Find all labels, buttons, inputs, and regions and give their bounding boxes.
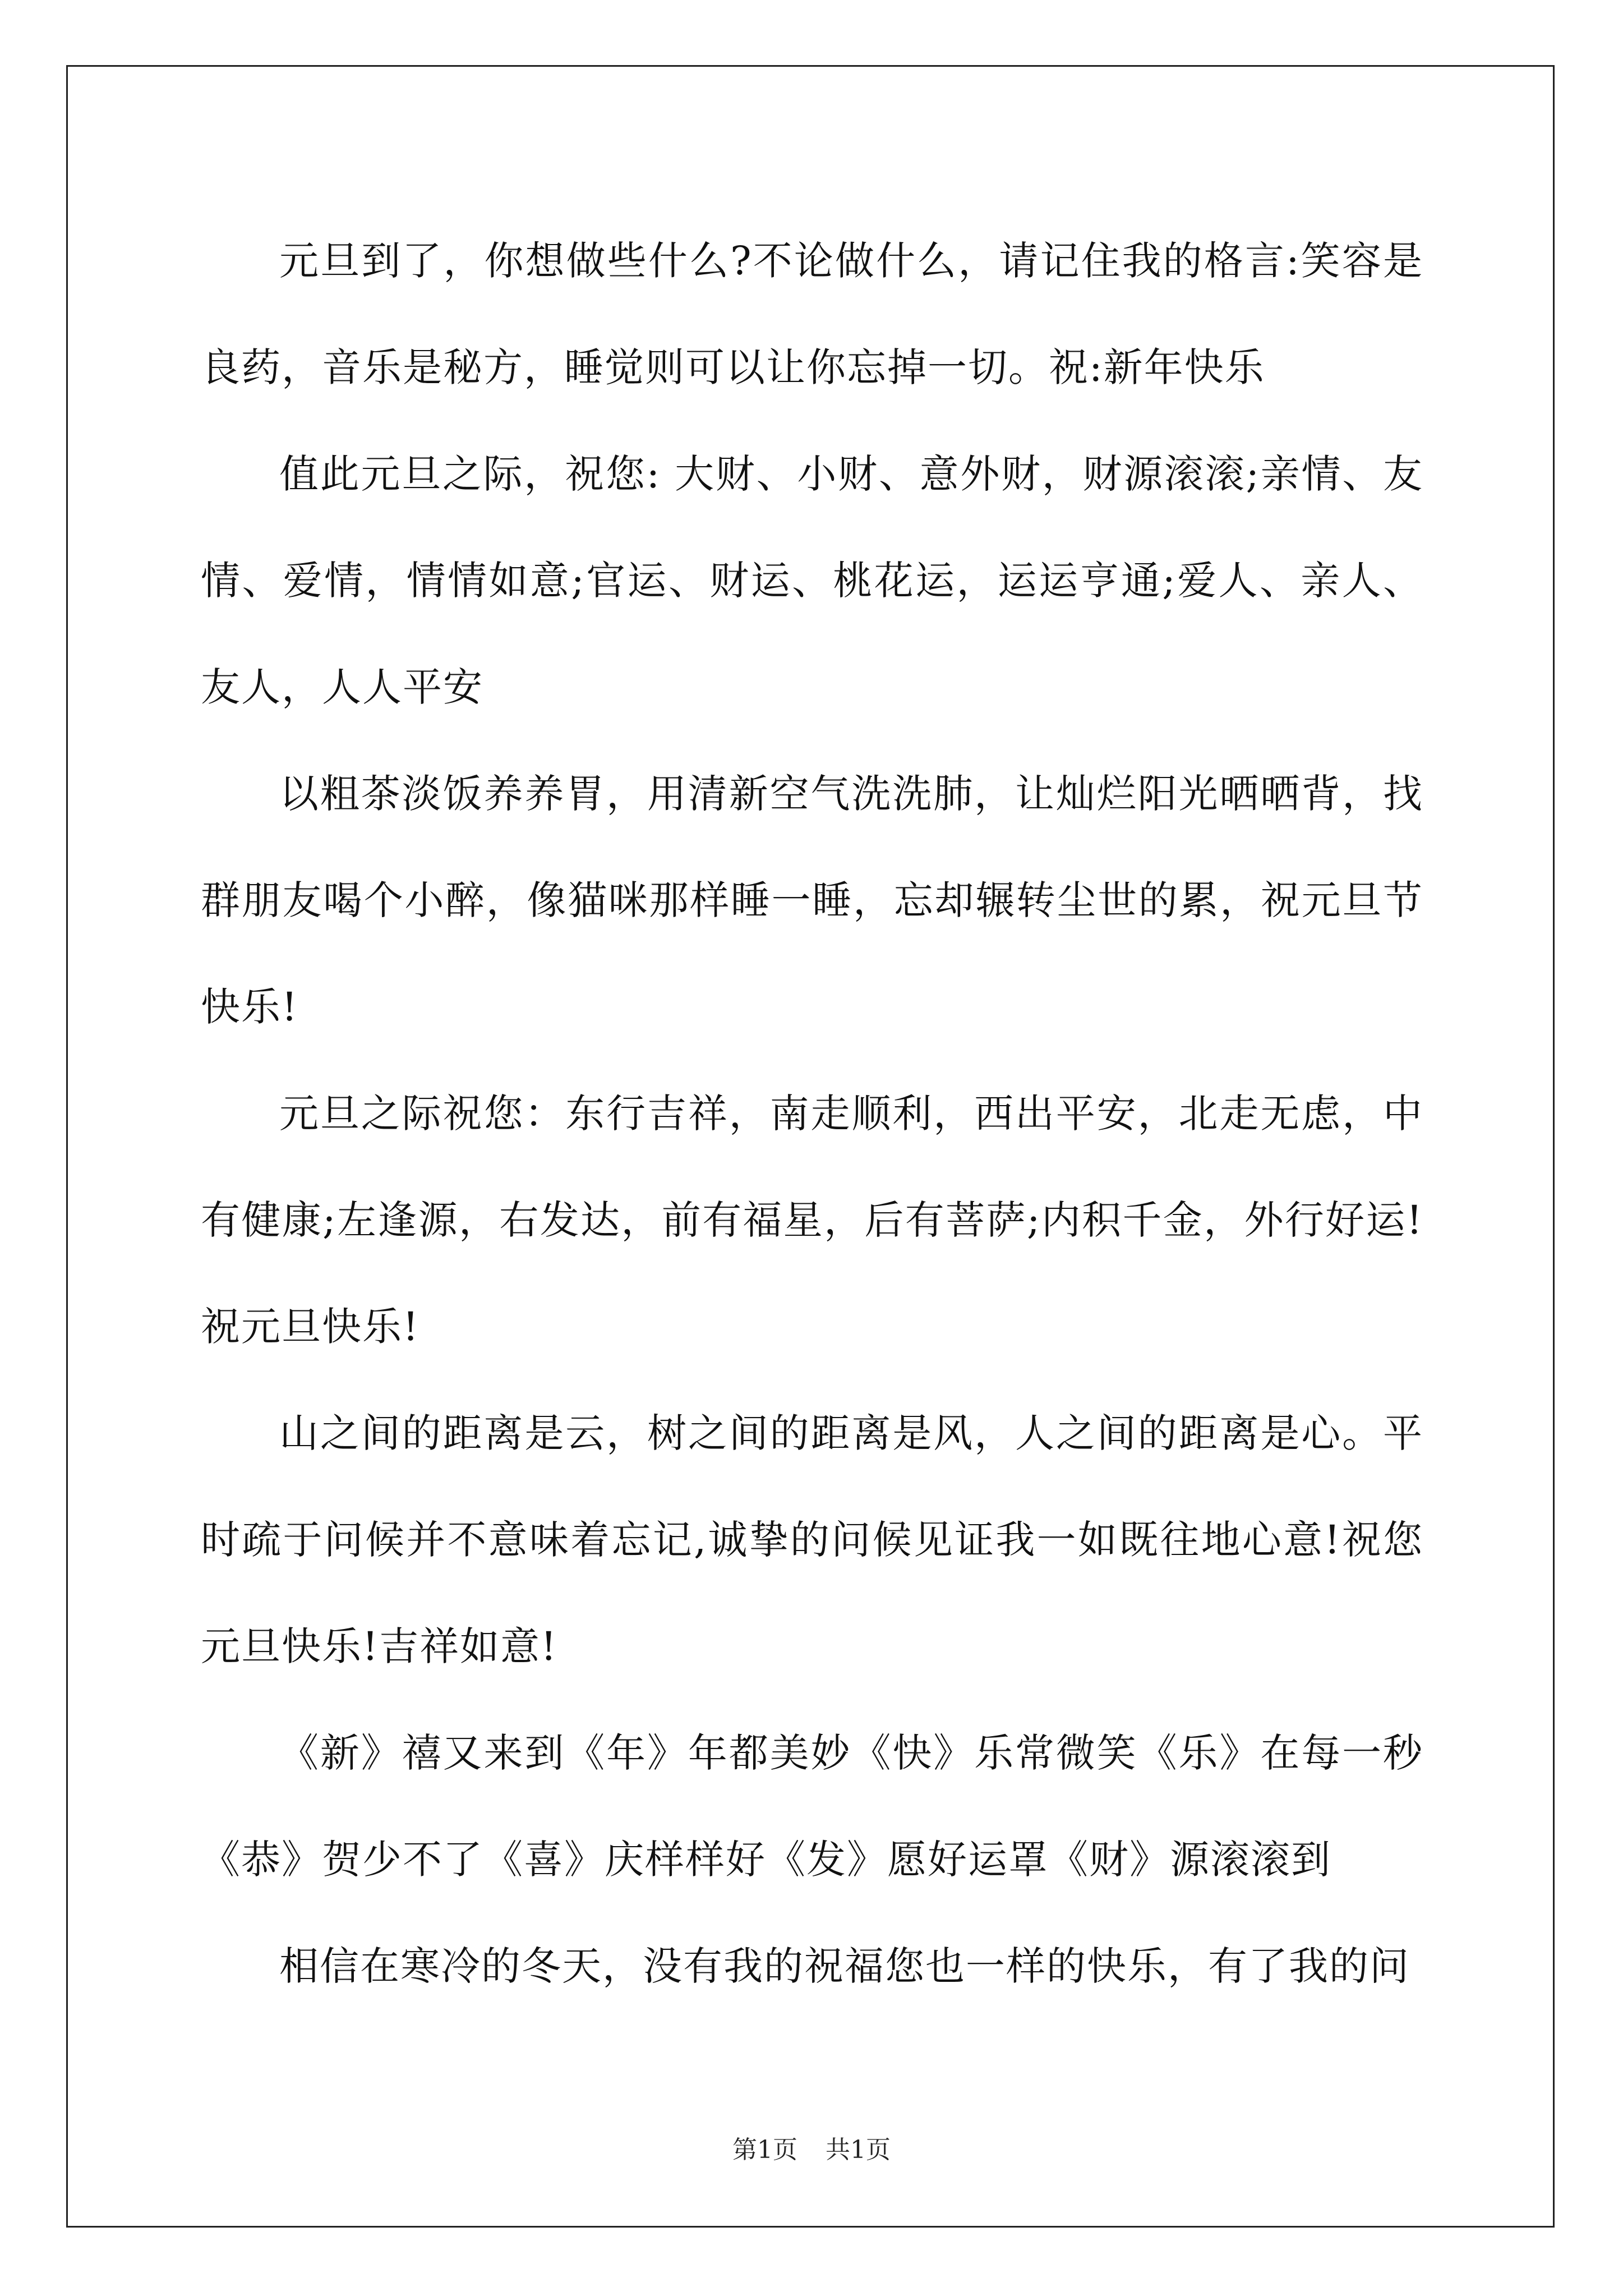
page-footer — [0, 2133, 1623, 2167]
page-number-current: 第1页 — [732, 2136, 797, 2164]
paragraph-7: 相信在寒冷的冬天，没有我的祝福您也一样的快乐，有了我的问 — [279, 1943, 1410, 1989]
paragraph-4: 元旦之际祝您：东行吉祥，南走顺利，西出平安，北走无虑，中有健康;左逢源，右发达，前有福星，后有菩萨;内积千金，外行好运!祝元旦快乐! — [201, 1091, 1423, 1350]
paragraph-2: 值此元旦之际，祝您: 大财、小财、意外财，财源滚滚;亲情、友情、爱情，情情如意;官运、财运、桃花运，运运亨通;爱人、亲人、友人，人人平安 — [201, 451, 1423, 710]
paragraph-3: 以粗茶淡饭养养胃，用清新空气洗洗肺，让灿烂阳光晒晒背，找群朋友喝个小醉，像猫咪那样睡一睡，忘却辗转尘世的累，祝元旦节快乐! — [201, 771, 1423, 1030]
paragraph-6: 《新》禧又来到《年》年都美妙《快》乐常微笑《乐》在每一秒《恭》贺少不了《喜》庆样样好《发》愿好运罩《财》源滚滚到 — [201, 1730, 1423, 1883]
document-body — [201, 208, 1423, 2019]
page-number-total: 共1页 — [826, 2136, 891, 2164]
paragraph-1: 元旦到了，你想做些什么?不论做什么，请记住我的格言:笑容是良药，音乐是秘方，睡觉则可以让你忘掉一切。祝:新年快乐 — [201, 238, 1423, 390]
paragraph-5: 山之间的距离是云，树之间的距离是风，人之间的距离是心。平时疏于问候并不意味着忘记,诚挚的问候见证我一如既往地心意!祝您元旦快乐!吉祥如意! — [201, 1410, 1423, 1669]
